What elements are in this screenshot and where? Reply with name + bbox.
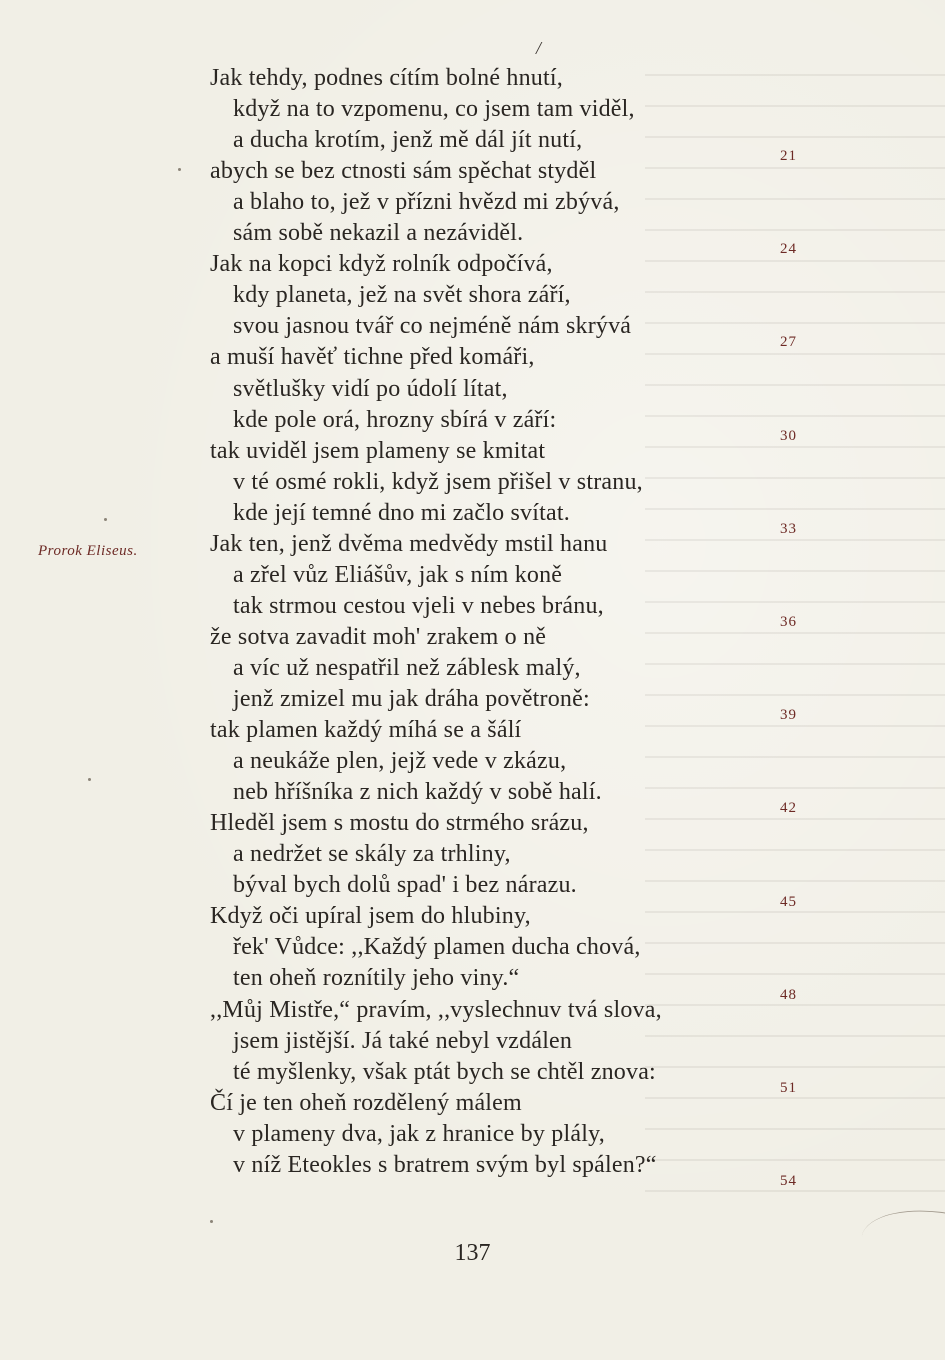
verse-line: jsem jistější. Já také nebyl vzdálen bbox=[233, 1027, 573, 1054]
verse-line: Jak na kopci když rolník odpočívá, bbox=[210, 251, 553, 278]
top-tick-mark: / bbox=[536, 38, 542, 58]
verse-line: a ducha krotím, jenž mě dál jít nutí, bbox=[233, 127, 583, 154]
verse-line: té myšlenky, však ptát bych se chtěl znova: bbox=[233, 1058, 656, 1085]
line-number: 42 bbox=[780, 800, 797, 817]
line-number: 30 bbox=[780, 427, 797, 444]
verse-line: světlušky vidí po údolí lítat, bbox=[233, 375, 508, 402]
verse-line: kde pole orá, hrozny sbírá v září: bbox=[233, 406, 557, 433]
paper-speck bbox=[178, 168, 181, 171]
verse-line: jenž zmizel mu jak dráha povětroně: bbox=[233, 686, 590, 712]
line-number: 48 bbox=[780, 986, 797, 1003]
line-number: 54 bbox=[780, 1173, 797, 1190]
line-number: 36 bbox=[780, 614, 797, 630]
line-number: 51 bbox=[780, 1080, 797, 1096]
verse-line: v té osmé rokli, když jsem přišel v stranu, bbox=[233, 468, 643, 495]
verse-line: abych se bez ctnosti sám spěchat styděl bbox=[210, 158, 597, 185]
verse-line: v plameny dva, jak z hranice by plály, bbox=[233, 1120, 605, 1147]
bleed-through-text bbox=[645, 60, 945, 1210]
margin-note: Prorok Eliseus. bbox=[38, 543, 138, 559]
verse-line: ,,Můj Mistře,“ pravím, ,,vyslechnuv tvá slova, bbox=[210, 996, 662, 1023]
verse-line: a víc už nespatřil než záblesk malý, bbox=[233, 654, 581, 681]
verse-line: tak uviděl jsem plameny se kmitat bbox=[210, 437, 546, 464]
line-number: 27 bbox=[780, 334, 797, 351]
verse-line: tak plamen každý míhá se a šálí bbox=[210, 717, 522, 744]
page-number: 137 bbox=[454, 1240, 491, 1266]
line-number: 24 bbox=[780, 241, 797, 258]
line-number: 39 bbox=[780, 707, 797, 724]
verse-line: tak strmou cestou vjeli v nebes bránu, bbox=[233, 592, 604, 619]
verse-line: Hleděl jsem s mostu do strmého srázu, bbox=[210, 810, 589, 837]
line-number: 45 bbox=[780, 893, 797, 910]
paper-speck bbox=[210, 1220, 213, 1223]
verse-line: Čí je ten oheň rozdělený málem bbox=[210, 1089, 522, 1116]
verse-line: svou jasnou tvář co nejméně nám skrývá bbox=[233, 313, 632, 340]
verse-line: kde její temné dno mi začlo svítat. bbox=[233, 499, 570, 526]
verse-line: neb hříšníka z nich každý v sobě halí. bbox=[233, 779, 602, 806]
verse-line: Když oči upíral jsem do hlubiny, bbox=[210, 903, 531, 930]
verse-line: a neukáže plen, jejž vede v zkázu, bbox=[233, 748, 567, 775]
paper-speck bbox=[104, 518, 107, 521]
verse-line: kdy planeta, jež na svět shora září, bbox=[233, 282, 571, 309]
verse-line: a zřel vůz Eliášův, jak s ním koně bbox=[233, 561, 563, 588]
verse-line: ten oheň roznítily jeho viny.“ bbox=[233, 965, 520, 992]
verse-line: když na to vzpomenu, co jsem tam viděl, bbox=[233, 96, 635, 123]
verse-line: Jak ten, jenž dvěma medvědy mstil hanu bbox=[210, 530, 608, 557]
line-number: 33 bbox=[780, 520, 797, 537]
verse-line: a nedržet se skály za trhliny, bbox=[233, 841, 511, 868]
verse-line: v níž Eteokles s bratrem svým byl spálen?“ bbox=[233, 1151, 657, 1178]
paper-speck bbox=[88, 778, 91, 781]
verse-line: Jak tehdy, podnes cítím bolné hnutí, bbox=[210, 65, 563, 91]
verse-line: sám sobě nekazil a nezáviděl. bbox=[233, 220, 524, 247]
line-number: 21 bbox=[780, 148, 797, 164]
verse-line: a muší havěť tichne před komáři, bbox=[210, 344, 535, 371]
verse-line: řek' Vůdce: ,,Každý plamen ducha chová, bbox=[233, 934, 641, 961]
verse-line: že sotva zavadit moh' zrakem o ně bbox=[210, 623, 547, 650]
verse-line: býval bych dolů spad' i bez nárazu. bbox=[233, 872, 577, 899]
verse-line: a blaho to, jež v přízni hvězd mi zbývá, bbox=[233, 189, 620, 216]
